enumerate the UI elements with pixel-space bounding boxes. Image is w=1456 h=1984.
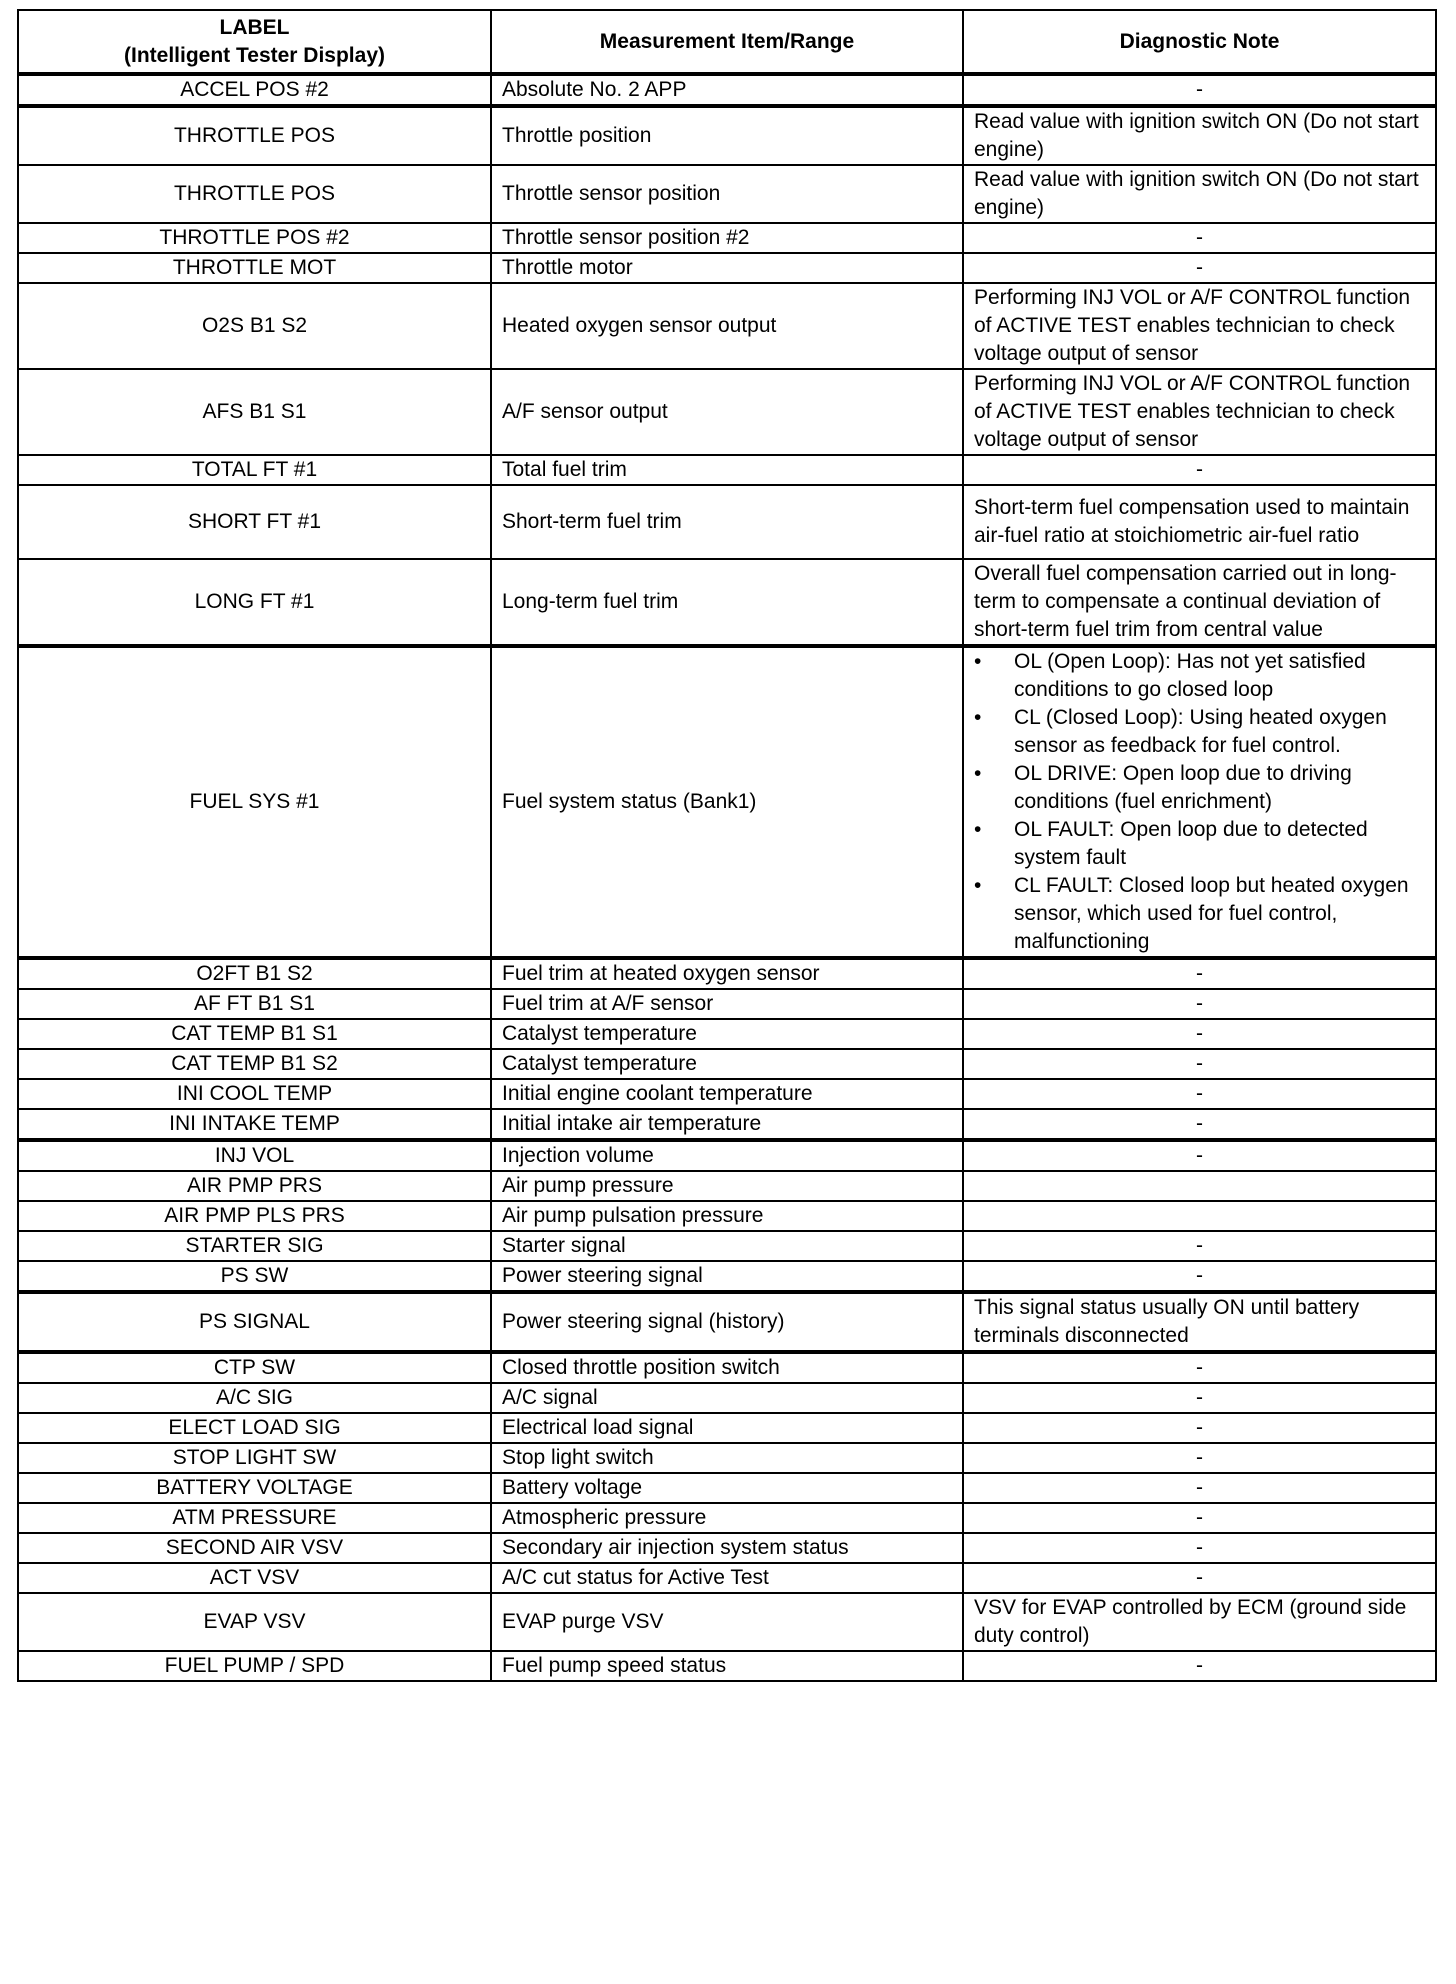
cell-measurement-item: Throttle position bbox=[491, 106, 963, 165]
cell-label: ACT VSV bbox=[18, 1563, 491, 1593]
note-bullet-text: OL DRIVE: Open loop due to driving conditions (fuel enrichment) bbox=[1014, 762, 1352, 813]
cell-measurement-item: Closed throttle position switch bbox=[491, 1352, 963, 1383]
cell-diagnostic-note: - bbox=[963, 1049, 1436, 1079]
cell-measurement-item: Catalyst temperature bbox=[491, 1019, 963, 1049]
cell-label: TOTAL FT #1 bbox=[18, 455, 491, 485]
cell-label: ATM PRESSURE bbox=[18, 1503, 491, 1533]
cell-diagnostic-note bbox=[963, 1201, 1436, 1231]
cell-label: SHORT FT #1 bbox=[18, 485, 491, 559]
cell-measurement-item: Injection volume bbox=[491, 1140, 963, 1171]
cell-diagnostic-note: Performing INJ VOL or A/F CONTROL function of ACTIVE TEST enables technician to check voltage output of sensor bbox=[963, 369, 1436, 455]
cell-label: SECOND AIR VSV bbox=[18, 1533, 491, 1563]
cell-measurement-item: Catalyst temperature bbox=[491, 1049, 963, 1079]
note-bullet-item bbox=[974, 648, 1425, 704]
bullet-icon: • bbox=[974, 818, 982, 841]
cell-diagnostic-note: - bbox=[963, 74, 1436, 106]
cell-diagnostic-note: - bbox=[963, 1651, 1436, 1681]
cell-diagnostic-note: - bbox=[963, 223, 1436, 253]
cell-measurement-item: Short-term fuel trim bbox=[491, 485, 963, 559]
cell-label: PS SW bbox=[18, 1261, 491, 1292]
bullet-icon: • bbox=[974, 650, 982, 673]
cell-measurement-item: Throttle sensor position #2 bbox=[491, 223, 963, 253]
cell-measurement-item: Total fuel trim bbox=[491, 455, 963, 485]
table-row bbox=[18, 1473, 1436, 1503]
cell-diagnostic-note: - bbox=[963, 1413, 1436, 1443]
table-row bbox=[18, 106, 1436, 165]
cell-label: PS SIGNAL bbox=[18, 1292, 491, 1352]
note-bullet-text: OL FAULT: Open loop due to detected system fault bbox=[1014, 818, 1368, 869]
note-bullet-item bbox=[974, 872, 1425, 956]
cell-diagnostic-note bbox=[963, 1171, 1436, 1201]
cell-label: O2S B1 S2 bbox=[18, 283, 491, 369]
cell-measurement-item: A/F sensor output bbox=[491, 369, 963, 455]
cell-measurement-item: A/C cut status for Active Test bbox=[491, 1563, 963, 1593]
cell-measurement-item: Electrical load signal bbox=[491, 1413, 963, 1443]
cell-diagnostic-note: Short-term fuel compensation used to maintain air-fuel ratio at stoichiometric air-fuel ratio bbox=[963, 485, 1436, 559]
table-row bbox=[18, 1261, 1436, 1292]
table-row bbox=[18, 1503, 1436, 1533]
cell-diagnostic-note: - bbox=[963, 1231, 1436, 1261]
header-label bbox=[18, 10, 491, 74]
cell-label: THROTTLE POS bbox=[18, 165, 491, 223]
cell-measurement-item: Atmospheric pressure bbox=[491, 1503, 963, 1533]
cell-diagnostic-note: - bbox=[963, 989, 1436, 1019]
cell-label: AIR PMP PRS bbox=[18, 1171, 491, 1201]
cell-measurement-item: Long-term fuel trim bbox=[491, 559, 963, 646]
table-row bbox=[18, 559, 1436, 646]
table-row bbox=[18, 1231, 1436, 1261]
cell-label: FUEL PUMP / SPD bbox=[18, 1651, 491, 1681]
table-row bbox=[18, 1019, 1436, 1049]
header-row bbox=[18, 10, 1436, 74]
cell-label: THROTTLE POS #2 bbox=[18, 223, 491, 253]
cell-diagnostic-note: - bbox=[963, 1261, 1436, 1292]
cell-label: EVAP VSV bbox=[18, 1593, 491, 1651]
cell-diagnostic-note: Read value with ignition switch ON (Do not start engine) bbox=[963, 165, 1436, 223]
table-row bbox=[18, 1443, 1436, 1473]
table-row bbox=[18, 1171, 1436, 1201]
cell-diagnostic-note: - bbox=[963, 1563, 1436, 1593]
cell-measurement-item: Stop light switch bbox=[491, 1443, 963, 1473]
note-bullet-text: CL (Closed Loop): Using heated oxygen sensor as feedback for fuel control. bbox=[1014, 706, 1387, 757]
data-list-table bbox=[17, 9, 1437, 1682]
cell-label: AIR PMP PLS PRS bbox=[18, 1201, 491, 1231]
cell-measurement-item: Absolute No. 2 APP bbox=[491, 74, 963, 106]
cell-measurement-item: Initial intake air temperature bbox=[491, 1109, 963, 1140]
cell-diagnostic-note: - bbox=[963, 1503, 1436, 1533]
table-row bbox=[18, 485, 1436, 559]
note-bullet-item bbox=[974, 704, 1425, 760]
cell-label: CAT TEMP B1 S1 bbox=[18, 1019, 491, 1049]
cell-diagnostic-note: Performing INJ VOL or A/F CONTROL function of ACTIVE TEST enables technician to check voltage output of sensor bbox=[963, 283, 1436, 369]
table-row bbox=[18, 1533, 1436, 1563]
header-label-line2: (Intelligent Tester Display) bbox=[124, 43, 385, 67]
cell-label: INI COOL TEMP bbox=[18, 1079, 491, 1109]
cell-diagnostic-note: Overall fuel compensation carried out in long-term to compensate a continual deviation of short-term fuel trim from central value bbox=[963, 559, 1436, 646]
cell-diagnostic-note: VSV for EVAP controlled by ECM (ground side duty control) bbox=[963, 1593, 1436, 1651]
cell-measurement-item: Fuel trim at heated oxygen sensor bbox=[491, 958, 963, 989]
cell-diagnostic-note: - bbox=[963, 1473, 1436, 1503]
cell-label: ELECT LOAD SIG bbox=[18, 1413, 491, 1443]
table-row bbox=[18, 455, 1436, 485]
table-row bbox=[18, 74, 1436, 106]
cell-label: STOP LIGHT SW bbox=[18, 1443, 491, 1473]
table-row bbox=[18, 1201, 1436, 1231]
table-row bbox=[18, 253, 1436, 283]
table-row bbox=[18, 989, 1436, 1019]
cell-measurement-item: A/C signal bbox=[491, 1383, 963, 1413]
cell-diagnostic-note: - bbox=[963, 253, 1436, 283]
table-row bbox=[18, 369, 1436, 455]
bullet-icon: • bbox=[974, 706, 982, 729]
bullet-icon: • bbox=[974, 874, 982, 897]
table-row bbox=[18, 1563, 1436, 1593]
cell-measurement-item: Throttle sensor position bbox=[491, 165, 963, 223]
cell-diagnostic-note: - bbox=[963, 1019, 1436, 1049]
cell-diagnostic-note: - bbox=[963, 1383, 1436, 1413]
cell-diagnostic-note: - bbox=[963, 1079, 1436, 1109]
cell-diagnostic-note: Read value with ignition switch ON (Do not start engine) bbox=[963, 106, 1436, 165]
table-row bbox=[18, 646, 1436, 958]
table-row bbox=[18, 165, 1436, 223]
cell-label: O2FT B1 S2 bbox=[18, 958, 491, 989]
note-bullet-item bbox=[974, 816, 1425, 872]
table-row bbox=[18, 1049, 1436, 1079]
table-row bbox=[18, 1352, 1436, 1383]
header-measurement-item: Measurement Item/Range bbox=[491, 10, 963, 74]
note-bullet-list bbox=[974, 648, 1425, 956]
header-diagnostic-note: Diagnostic Note bbox=[963, 10, 1436, 74]
cell-label: A/C SIG bbox=[18, 1383, 491, 1413]
table-row bbox=[18, 1593, 1436, 1651]
table-row bbox=[18, 1413, 1436, 1443]
cell-measurement-item: Fuel system status (Bank1) bbox=[491, 646, 963, 958]
cell-measurement-item: Starter signal bbox=[491, 1231, 963, 1261]
note-bullet-text: OL (Open Loop): Has not yet satisfied conditions to go closed loop bbox=[1014, 650, 1366, 701]
table-row bbox=[18, 1651, 1436, 1681]
cell-label: CAT TEMP B1 S2 bbox=[18, 1049, 491, 1079]
table-row bbox=[18, 223, 1436, 253]
cell-measurement-item: Secondary air injection system status bbox=[491, 1533, 963, 1563]
cell-label: FUEL SYS #1 bbox=[18, 646, 491, 958]
note-bullet-text: CL FAULT: Closed loop but heated oxygen sensor, which used for fuel control, malfunctioning bbox=[1014, 874, 1409, 953]
table-row bbox=[18, 1109, 1436, 1140]
cell-label: THROTTLE MOT bbox=[18, 253, 491, 283]
table-row bbox=[18, 958, 1436, 989]
cell-measurement-item: Power steering signal (history) bbox=[491, 1292, 963, 1352]
cell-diagnostic-note bbox=[963, 646, 1436, 958]
cell-measurement-item: Heated oxygen sensor output bbox=[491, 283, 963, 369]
cell-measurement-item: Power steering signal bbox=[491, 1261, 963, 1292]
note-bullet-item bbox=[974, 760, 1425, 816]
table-row bbox=[18, 283, 1436, 369]
cell-diagnostic-note: - bbox=[963, 958, 1436, 989]
table-row bbox=[18, 1292, 1436, 1352]
cell-label: INJ VOL bbox=[18, 1140, 491, 1171]
cell-label: STARTER SIG bbox=[18, 1231, 491, 1261]
cell-diagnostic-note: - bbox=[963, 1533, 1436, 1563]
cell-diagnostic-note: - bbox=[963, 1109, 1436, 1140]
cell-diagnostic-note: - bbox=[963, 1352, 1436, 1383]
cell-diagnostic-note: - bbox=[963, 1140, 1436, 1171]
cell-label: INI INTAKE TEMP bbox=[18, 1109, 491, 1140]
cell-measurement-item: Air pump pressure bbox=[491, 1171, 963, 1201]
cell-diagnostic-note: This signal status usually ON until battery terminals disconnected bbox=[963, 1292, 1436, 1352]
cell-diagnostic-note: - bbox=[963, 1443, 1436, 1473]
cell-label: BATTERY VOLTAGE bbox=[18, 1473, 491, 1503]
cell-measurement-item: Air pump pulsation pressure bbox=[491, 1201, 963, 1231]
cell-label: THROTTLE POS bbox=[18, 106, 491, 165]
table-row bbox=[18, 1079, 1436, 1109]
cell-measurement-item: EVAP purge VSV bbox=[491, 1593, 963, 1651]
table-row bbox=[18, 1140, 1436, 1171]
cell-label: AF FT B1 S1 bbox=[18, 989, 491, 1019]
bullet-icon: • bbox=[974, 762, 982, 785]
header-label-line1: LABEL bbox=[219, 15, 290, 39]
table-row bbox=[18, 1383, 1436, 1413]
cell-label: LONG FT #1 bbox=[18, 559, 491, 646]
cell-diagnostic-note: - bbox=[963, 455, 1436, 485]
cell-measurement-item: Throttle motor bbox=[491, 253, 963, 283]
cell-measurement-item: Initial engine coolant temperature bbox=[491, 1079, 963, 1109]
cell-label: CTP SW bbox=[18, 1352, 491, 1383]
cell-measurement-item: Fuel trim at A/F sensor bbox=[491, 989, 963, 1019]
cell-measurement-item: Battery voltage bbox=[491, 1473, 963, 1503]
cell-measurement-item: Fuel pump speed status bbox=[491, 1651, 963, 1681]
cell-label: ACCEL POS #2 bbox=[18, 74, 491, 106]
cell-label: AFS B1 S1 bbox=[18, 369, 491, 455]
